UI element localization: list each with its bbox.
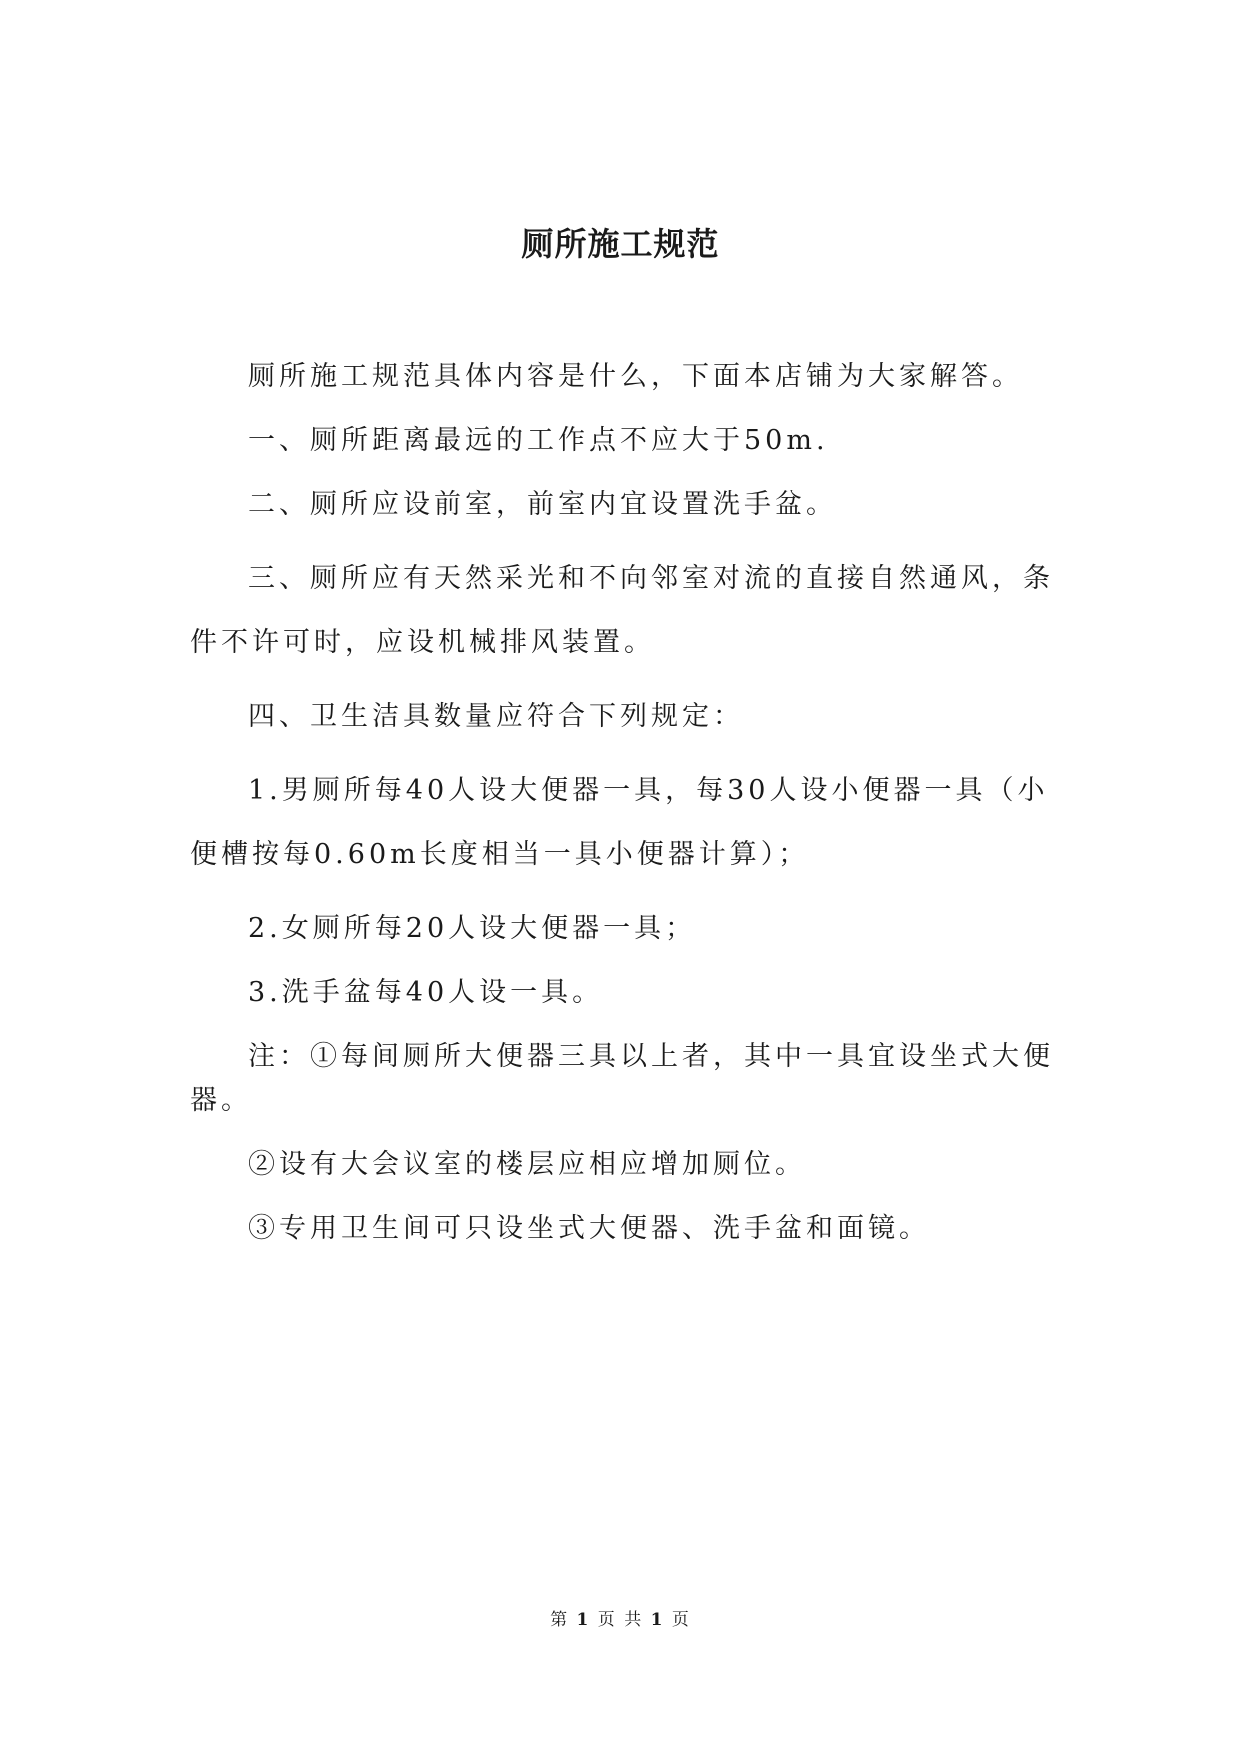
document-title: 厕所施工规范 xyxy=(521,225,720,263)
paragraph-rule-3: 3.洗手盆每40人设一具。 xyxy=(248,977,604,1008)
footer-page-suffix: 页 xyxy=(671,1610,691,1630)
paragraph-rule-1: 1.男厕所每40人设大便器一具，每30人设小便器一具（小便槽按每0.60m长度相当一具小便器计算）； xyxy=(190,775,1049,870)
footer-page-mid: 页 共 xyxy=(597,1610,644,1630)
paragraph-intro: 厕所施工规范具体内容是什么，下面本店铺为大家解答。 xyxy=(248,361,1023,392)
paragraph-note-2: ②设有大会议室的楼层应相应增加厕位。 xyxy=(248,1149,806,1180)
paragraph-item-1: 一、厕所距离最远的工作点不应大于50m. xyxy=(248,425,829,456)
paragraph-note-1: 注：①每间厕所大便器三具以上者，其中一具宜设坐式大便器。 xyxy=(190,1041,1054,1116)
document-body xyxy=(190,355,1060,1271)
paragraph-item-2: 二、厕所应设前室，前室内宜设置洗手盆。 xyxy=(248,489,837,520)
footer-page-prefix: 第 xyxy=(550,1610,570,1630)
paragraph-rule-2: 2.女厕所每20人设大便器一具； xyxy=(248,913,697,944)
paragraph-item-4: 四、卫生洁具数量应符合下列规定： xyxy=(248,701,744,732)
paragraph-item-3: 三、厕所应有天然采光和不向邻室对流的直接自然通风，条件不许可时，应设机械排风装置。 xyxy=(190,563,1054,658)
footer-page-current: 1 xyxy=(576,1610,591,1630)
page-footer xyxy=(0,1605,1241,1630)
paragraph-note-3: ③专用卫生间可只设坐式大便器、洗手盆和面镜。 xyxy=(248,1213,930,1244)
footer-page-total: 1 xyxy=(650,1610,665,1630)
